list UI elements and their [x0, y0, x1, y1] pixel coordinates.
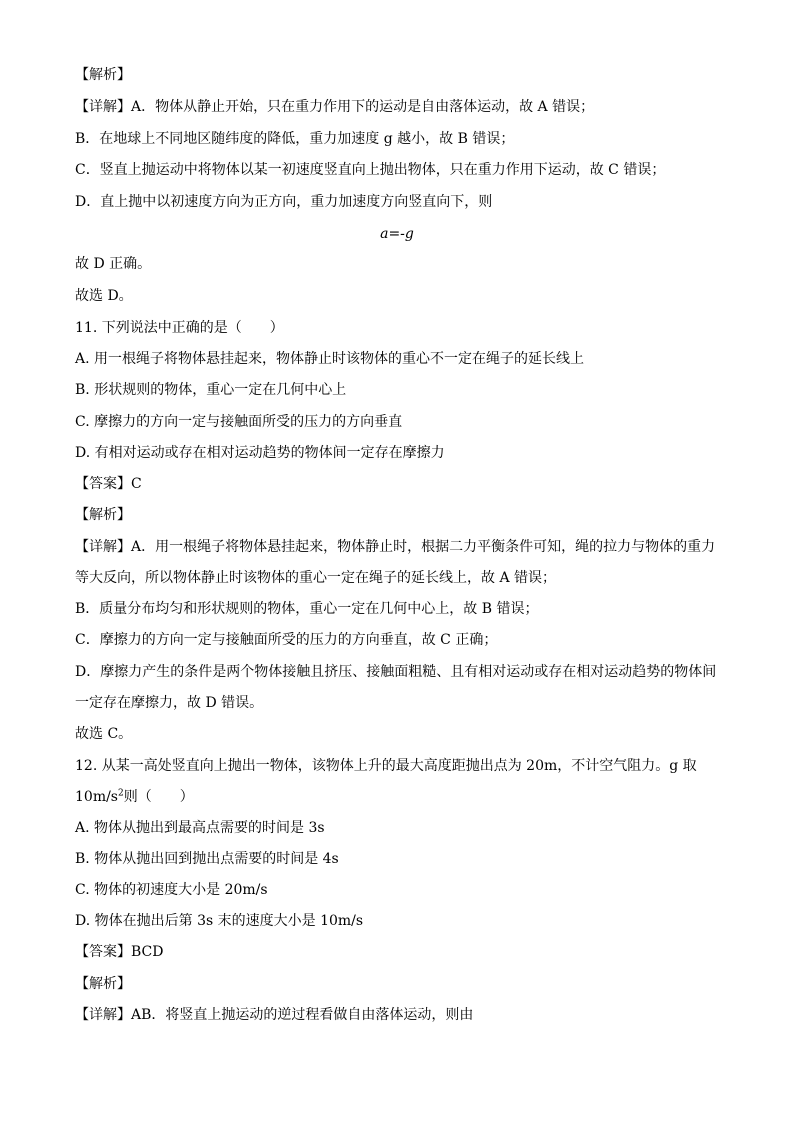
detail-line: 【详解】A．物体从静止开始，只在重力作用下的运动是自由落体运动，故 A 错误；: [75, 99, 595, 115]
detail-line: 【详解】AB．将竖直上抛运动的逆过程看做自由落体运动，则由: [75, 1007, 474, 1023]
analysis-label: 【解析】: [75, 67, 131, 83]
option-b: B. 物体从抛出回到抛出点需要的时间是 4s: [75, 851, 339, 867]
detail-line: C．竖直上抛运动中将物体以某一初速度竖直向上抛出物体，只在重力作用下运动，故 C 错误；: [75, 162, 666, 178]
question-12-stem: 12. 从某一高处竖直向上抛出一物体，该物体上升的最大高度距抛出点为 20m，不计空气阻力。g 取: [75, 758, 697, 774]
formula: a=-g: [380, 226, 414, 242]
superscript: 2: [118, 788, 124, 799]
option-a: A. 物体从抛出到最高点需要的时间是 3s: [75, 820, 325, 836]
answer-label: 【答案】BCD: [75, 944, 164, 960]
option-b: B. 形状规则的物体，重心一定在几何中心上: [75, 382, 347, 398]
detail-line: 等大反向，所以物体静止时该物体的重心一定在绳子的延长线上，故 A 错误；: [75, 570, 557, 586]
conclusion-line: 故选 D。: [75, 288, 133, 304]
detail-line: D．直上抛中以初速度方向为正方向，重力加速度方向竖直向下，则: [75, 194, 493, 210]
answer-label: 【答案】C: [75, 476, 142, 492]
detail-line: B．质量分布均匀和形状规则的物体，重心一定在几何中心上，故 B 错误；: [75, 601, 539, 617]
detail-line: B．在地球上不同地区随纬度的降低，重力加速度 g 越小，故 B 错误；: [75, 131, 515, 147]
detail-line: 【详解】A．用一根绳子将物体悬挂起来，物体静止时，根据二力平衡条件可知，绳的拉力与物体的重力: [75, 539, 716, 555]
option-a: A. 用一根绳子将物体悬挂起来，物体静止时该物体的重心不一定在绳子的延长线上: [75, 351, 585, 367]
option-d: D. 物体在抛出后第 3s 末的速度大小是 10m/s: [75, 913, 364, 929]
detail-line: 一定存在摩擦力，故 D 错误。: [75, 695, 264, 711]
detail-line: D．摩擦力产生的条件是两个物体接触且挤压、接触面粗糙、且有相对运动或存在相对运动趋势的物体间: [75, 664, 717, 680]
question-12-stem-cont: [75, 787, 725, 807]
question-tail: 则（ ）: [123, 789, 194, 805]
unit-text: 10m/s: [75, 789, 118, 805]
detail-line: C．摩擦力的方向一定与接触面所受的压力的方向垂直，故 C 正确；: [75, 632, 498, 648]
option-c: C. 摩擦力的方向一定与接触面所受的压力的方向垂直: [75, 414, 403, 430]
detail-line: 故 D 正确。: [75, 256, 152, 272]
conclusion-line: 故选 C。: [75, 726, 133, 742]
analysis-label: 【解析】: [75, 507, 131, 523]
option-d: D. 有相对运动或存在相对运动趋势的物体间一定存在摩擦力: [75, 445, 445, 461]
option-c: C. 物体的初速度大小是 20m/s: [75, 882, 268, 898]
question-11-stem: 11. 下列说法中正确的是（ ）: [75, 320, 284, 336]
analysis-label: 【解析】: [75, 976, 131, 992]
